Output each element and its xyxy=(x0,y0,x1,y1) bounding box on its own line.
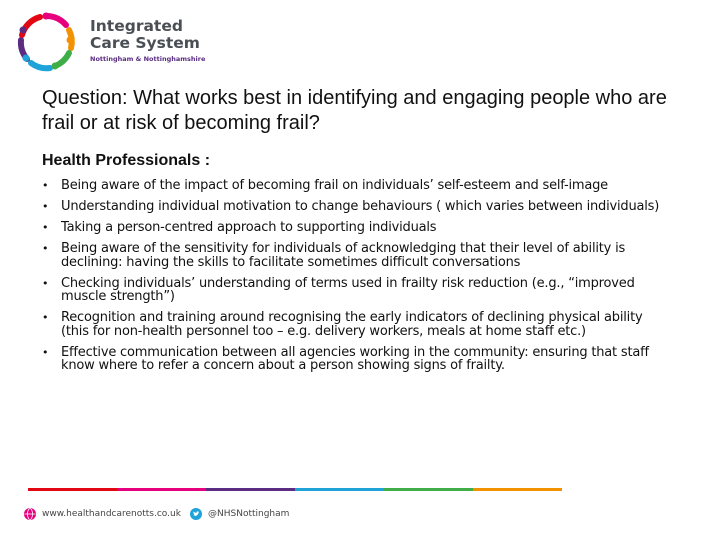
ics-logo-text xyxy=(90,18,205,63)
bullet-item xyxy=(42,221,674,235)
footer-twitter[interactable] xyxy=(190,508,289,520)
bullet-text: Being aware of the impact of becoming frail on individuals’ self-esteem and self-image xyxy=(61,178,608,193)
bullet-icon: • xyxy=(42,179,49,192)
bullet-item xyxy=(42,242,674,269)
section-subheading: Health Professionals : xyxy=(42,152,211,169)
footer-color-bar xyxy=(28,488,562,491)
bullet-text: Being aware of the sensitivity for individuals of acknowledging that their level of ability is declining: having the skills to facilitate sometimes difficult conversations xyxy=(61,241,626,270)
footer-website[interactable] xyxy=(24,508,181,520)
website-link[interactable]: www.healthandcarenotts.co.uk xyxy=(42,509,181,519)
ics-logo-ring-icon xyxy=(14,10,78,74)
bullet-icon: • xyxy=(42,311,49,324)
bullet-text: Recognition and training around recognising the early indicators of declining physical ability (this for non-health personnel too – e.g. delivery workers, meals at home staff etc.) xyxy=(61,310,643,339)
question-heading: Question: What works best in identifying and engaging people who are frail or at risk of becoming frail? xyxy=(42,87,667,134)
bullet-item xyxy=(42,200,674,214)
logo-title-line2: Care System xyxy=(90,34,200,52)
bullet-list xyxy=(42,179,674,380)
bullet-icon: • xyxy=(42,345,49,359)
bullet-icon: • xyxy=(42,200,49,213)
bullet-icon: • xyxy=(42,221,49,234)
bullet-item xyxy=(42,277,674,304)
bullet-item xyxy=(42,346,674,373)
twitter-handle-link[interactable]: @NHSNottingham xyxy=(208,509,290,519)
bullet-text: Taking a person-centred approach to supporting individuals xyxy=(61,220,437,235)
globe-icon xyxy=(24,508,36,520)
bullet-icon: • xyxy=(42,242,49,255)
bullet-text: Checking individuals’ understanding of terms used in frailty risk reduction (e.g., “improved muscle strength”) xyxy=(61,275,635,304)
bullet-icon: • xyxy=(42,276,49,290)
bullet-item xyxy=(42,311,674,338)
bullet-item xyxy=(42,179,674,193)
logo-subtitle: Nottingham & Nottinghamshire xyxy=(90,55,206,63)
bullet-text: Effective communication between all agencies working in the community: ensuring that staff know where to refer a concern about a person showing signs of frailty. xyxy=(61,344,649,373)
logo-title-line1: Integrated xyxy=(90,17,183,35)
bullet-text: Understanding individual motivation to change behaviours ( which varies between individuals) xyxy=(61,199,660,214)
twitter-icon xyxy=(190,508,202,520)
